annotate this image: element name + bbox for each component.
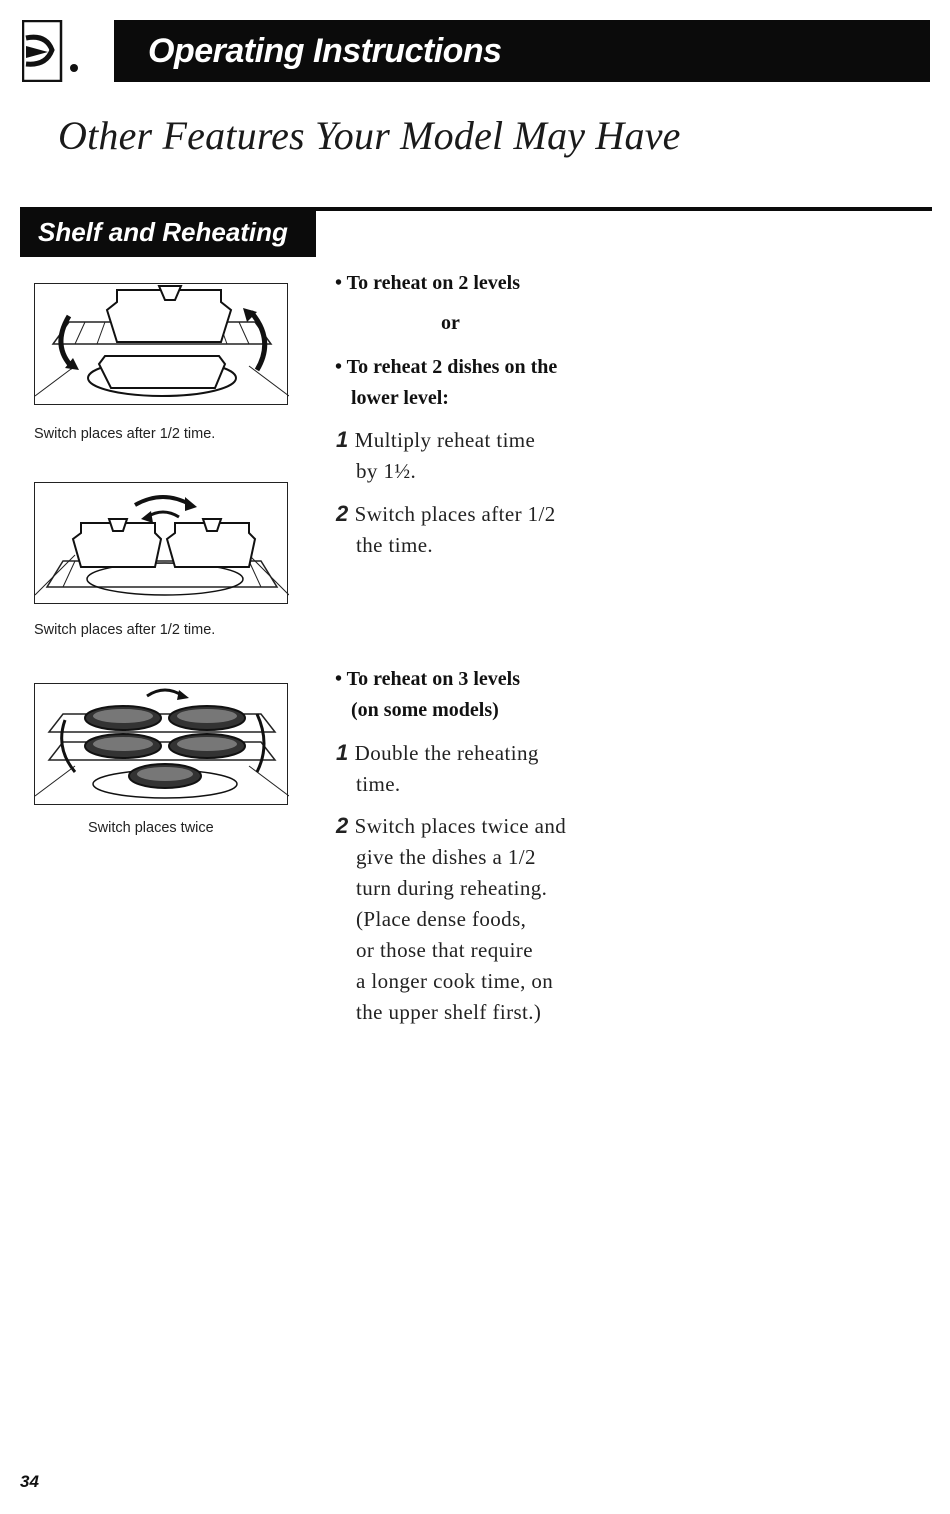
- step-text: turn during reheating.: [356, 876, 548, 900]
- step-number: 2: [336, 813, 349, 838]
- step-item: [336, 424, 535, 487]
- figure-caption: Switch places after 1/2 time.: [34, 622, 216, 638]
- step-text: Switch places twice and: [354, 814, 567, 838]
- step-text: Switch places after 1/2: [354, 502, 556, 526]
- step-item: [336, 810, 566, 1028]
- step-text: (Place dense foods,: [356, 907, 527, 931]
- header-title: Operating Instructions: [148, 32, 502, 70]
- step-text: Multiply reheat time: [354, 428, 536, 452]
- step-text: by 1½.: [356, 459, 417, 483]
- illustration-three-levels: [34, 683, 288, 805]
- bullet-line: (on some models): [351, 699, 499, 721]
- section-heading: Shelf and Reheating: [20, 207, 316, 257]
- page-number: 34: [20, 1472, 39, 1491]
- illustration-two-dishes-lower: [34, 482, 288, 604]
- step-text: give the dishes a 1/2: [356, 845, 536, 869]
- bullet-line: lower level:: [351, 387, 449, 409]
- oven-logo-icon: [22, 20, 80, 82]
- page-title: Other Features Your Model May Have: [58, 113, 681, 158]
- step-number: 2: [336, 501, 349, 526]
- step-text: or those that require: [356, 938, 533, 962]
- step-item: [336, 737, 539, 800]
- step-line: [336, 424, 535, 456]
- step-line: [336, 498, 556, 530]
- step-text: the upper shelf first.): [356, 1000, 542, 1024]
- illustration-two-levels: [34, 283, 288, 405]
- step-line: [336, 737, 539, 769]
- figure-caption: Switch places after 1/2 time.: [34, 426, 216, 442]
- figure-caption: Switch places twice: [88, 820, 214, 836]
- step-item: [336, 498, 556, 561]
- instruction-bullet: • To reheat on 2 levels: [335, 272, 520, 294]
- instruction-bullet: [335, 352, 557, 414]
- step-number: 1: [336, 740, 349, 765]
- step-line: [336, 810, 566, 842]
- step-text: a longer cook time, on: [356, 969, 554, 993]
- bullet-line: • To reheat on 3 levels: [335, 668, 520, 690]
- step-text: time.: [356, 772, 401, 796]
- step-number: 1: [336, 427, 349, 452]
- instruction-bullet: [335, 664, 520, 726]
- bullet-line: • To reheat 2 dishes on the: [335, 356, 558, 378]
- step-text: the time.: [356, 533, 434, 557]
- step-text: Double the reheating: [354, 741, 539, 765]
- header-bar: [114, 20, 930, 82]
- or-separator: or: [441, 312, 460, 334]
